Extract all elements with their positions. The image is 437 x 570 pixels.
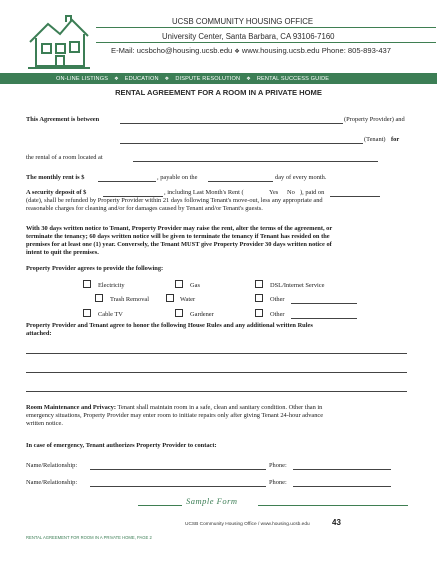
phone-label-2: Phone: <box>269 479 287 486</box>
org-address: University Center, Santa Barbara, CA 93106-7160 <box>162 32 335 41</box>
name-relationship-line-1[interactable] <box>90 469 266 470</box>
option-gardener: Gardener <box>190 311 214 318</box>
page-number: 43 <box>332 518 341 527</box>
provider-name-line[interactable] <box>120 123 343 124</box>
maintenance-line-2: emergency situations, Property Provider may enter room to initiate repairs only after giving Tenant 24-hour advance <box>26 412 324 419</box>
checkbox-cable-tv[interactable] <box>83 309 91 317</box>
header-rule-top <box>96 27 436 28</box>
notice-line-4: intent to quit the premises. <box>26 249 99 256</box>
nav-separator-icon: ❖ <box>164 75 170 82</box>
option-gas: Gas <box>190 282 200 289</box>
deposit-text-line2: (date), shall be refunded by Property Provider within 21 days following Tenant's move-out, less any appropriate and <box>26 197 323 204</box>
nav-item-rental-success-guide[interactable]: RENTAL SUCCESS GUIDE <box>256 75 330 82</box>
nav-item-education[interactable]: EDUCATION <box>124 75 159 82</box>
name-relationship-line-2[interactable] <box>90 486 266 487</box>
nav-item-dispute-resolution[interactable]: DISPUTE RESOLUTION <box>175 75 241 82</box>
bullet-icon: ❖ <box>234 49 240 55</box>
rules-line-blank-3[interactable] <box>26 391 407 392</box>
notice-line-1: With 30 days written notice to Tenant, Property Provider may raise the rent, alter the terms of the agreement, or <box>26 225 333 232</box>
provide-label: Property Provider agrees to provide the following: <box>26 265 164 272</box>
deposit-label: A security deposit of $ <box>26 189 87 196</box>
other-1-line[interactable] <box>291 303 357 304</box>
checkbox-other-1[interactable] <box>255 294 263 302</box>
option-electricity: Electricity <box>98 282 125 289</box>
checkbox-gardener[interactable] <box>175 309 183 317</box>
email-link[interactable]: ucsbcho@housing.ucsb.edu <box>136 46 233 55</box>
checkbox-gas[interactable] <box>175 280 183 288</box>
rent-amount-line[interactable] <box>98 181 156 182</box>
sample-form-watermark: Sample Form <box>186 496 238 506</box>
footer-center-text: UCSB Community Housing Office / www.housing.ucsb.edu <box>185 522 310 527</box>
org-name: UCSB COMMUNITY HOUSING OFFICE <box>172 17 314 26</box>
house-logo-icon <box>26 12 92 74</box>
tenant-tag: (Tenant) <box>364 136 386 143</box>
rules-line-2: attached: <box>26 330 52 337</box>
name-relationship-label-2: Name/Relationship: <box>26 479 78 486</box>
day-label: day of every month. <box>275 174 327 181</box>
checkbox-trash-removal[interactable] <box>95 294 103 302</box>
other-2-line[interactable] <box>291 318 357 319</box>
option-dsl: DSL/Internet Service <box>270 282 325 289</box>
nav-separator-icon: ❖ <box>246 75 251 82</box>
rules-line-1: Property Provider and Tenant agree to honor the following House Rules and any additional written Rules <box>26 322 313 329</box>
phone-line-2[interactable] <box>293 486 391 487</box>
rental-label: the rental of a room located at <box>26 154 103 161</box>
nav-item-online-listings[interactable]: ON-LINE LISTINGS <box>56 75 109 82</box>
rules-line-blank-2[interactable] <box>26 372 407 373</box>
provider-tag: (Property Provider) and <box>344 116 405 123</box>
option-other-2: Other <box>270 311 285 318</box>
phone-line-1[interactable] <box>293 469 391 470</box>
maintenance-line-3: written notice. <box>26 420 63 427</box>
checkbox-water[interactable] <box>166 294 174 302</box>
notice-line-2: terminate the tenancy; 60 days written notice will be given to terminate the tenancy if Tenant has resided on the <box>26 233 330 240</box>
option-other-1: Other <box>270 296 285 303</box>
website-link[interactable]: www.housing.ucsb.edu <box>241 46 320 55</box>
deposit-includes: , including Last Month's Rent ( <box>164 189 244 196</box>
org-contact-line <box>111 46 391 55</box>
between-label: This Agreement is between <box>26 116 100 123</box>
deposit-text-line3: reasonable charges for cleaning and/or for damages caused by Tenant and/or Tenant's guests. <box>26 205 263 212</box>
tenant-name-line[interactable] <box>120 143 363 144</box>
nav-separator-icon: ❖ <box>114 75 119 82</box>
rules-line-blank-1[interactable] <box>26 353 407 354</box>
maintenance-heading: Room Maintenance and Privacy: <box>26 404 116 411</box>
deposit-yes-option[interactable]: Yes <box>269 189 279 196</box>
footer-left-text: RENTAL AGREEMENT FOR ROOM IN A PRIVATE HOME, PAGE 2 <box>26 535 152 540</box>
footer-rule-left <box>138 505 182 506</box>
name-relationship-label-1: Name/Relationship: <box>26 462 78 469</box>
phone-label: Phone: <box>321 46 348 55</box>
option-trash-removal: Trash Removal <box>110 296 149 303</box>
email-label: E-Mail: <box>111 46 137 55</box>
checkbox-electricity[interactable] <box>83 280 91 288</box>
room-address-line[interactable] <box>133 161 378 162</box>
checkbox-other-2[interactable] <box>255 309 263 317</box>
header-rule-mid <box>96 42 436 43</box>
option-water: Water <box>180 296 196 303</box>
document-title: RENTAL AGREEMENT FOR A ROOM IN A PRIVATE HOME <box>115 88 322 97</box>
nav-bar <box>0 73 437 84</box>
footer-rule-right <box>258 505 408 506</box>
phone-label-1: Phone: <box>269 462 287 469</box>
checkbox-dsl[interactable] <box>255 280 263 288</box>
paid-on-label: ), paid on <box>300 189 325 196</box>
deposit-no-option[interactable]: No <box>287 189 295 196</box>
payable-label: , payable on the <box>157 174 198 181</box>
phone-number: 805-893-437 <box>347 46 391 55</box>
deposit-date-line[interactable] <box>330 196 380 197</box>
emergency-label: In case of emergency, Tenant authorizes Property Provider to contact: <box>26 442 217 449</box>
option-cable-tv: Cable TV <box>98 311 123 318</box>
rent-day-line[interactable] <box>208 181 273 182</box>
maintenance-text-1: Tenant shall maintain room in a safe, clean and sanitary condition. Other than in <box>116 404 323 411</box>
notice-line-3: premises for at least one (1) year. Conversely, the Tenant MUST give Property Provider 30 days written notice of <box>26 241 332 248</box>
rent-label: The monthly rent is $ <box>26 174 85 181</box>
for-word: for <box>391 136 400 143</box>
